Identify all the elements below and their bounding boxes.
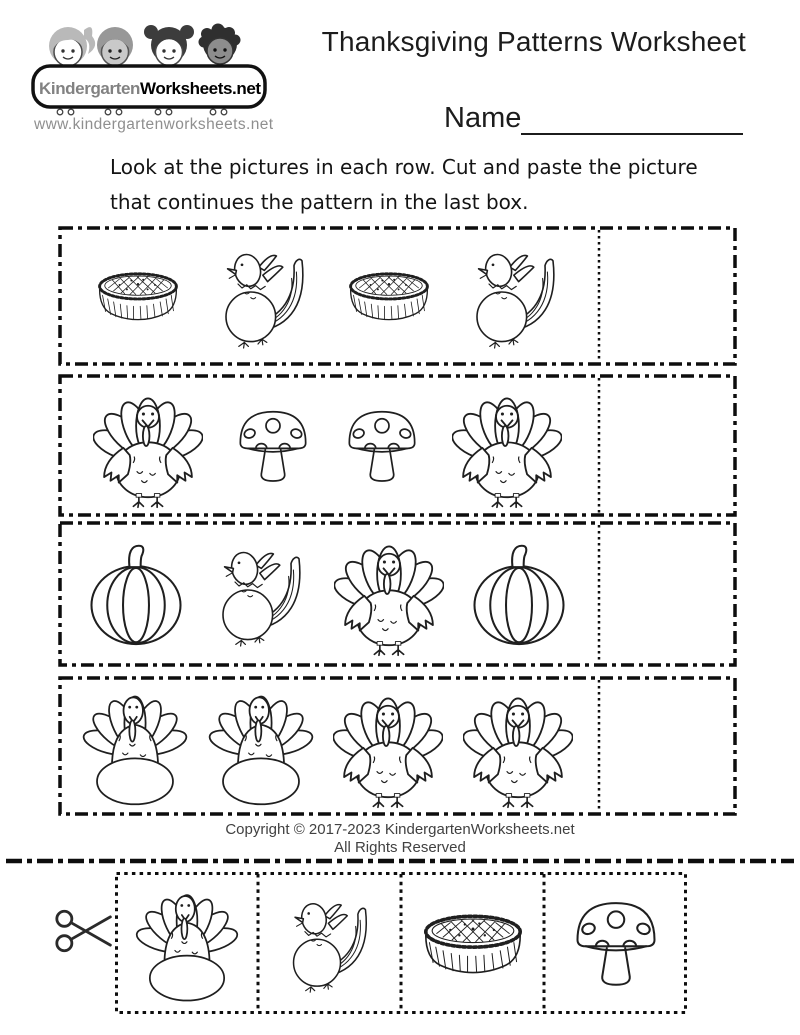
turkey-standing-image xyxy=(93,382,203,510)
row-2-pictures xyxy=(62,378,593,513)
turkey-walking-image xyxy=(214,240,314,352)
cut-separator-line xyxy=(0,854,800,868)
row-2-answer-box xyxy=(599,378,733,513)
row-1-pictures xyxy=(62,230,593,362)
instructions-line-1: Look at the pictures in each row. Cut and paste the picture xyxy=(110,155,698,179)
copyright-notice xyxy=(0,821,800,857)
turkey-standing-image xyxy=(333,682,443,810)
scissors-icon xyxy=(54,903,116,959)
turkey-walking-image xyxy=(465,240,565,352)
pie-image xyxy=(90,267,186,325)
page-title: Thanksgiving Patterns Worksheet xyxy=(321,26,746,57)
row-3-answer-box xyxy=(599,525,733,663)
row-1-answer-box xyxy=(599,230,733,362)
pattern-row-4 xyxy=(58,676,737,816)
instructions xyxy=(110,150,710,220)
pattern-row-1 xyxy=(58,226,737,366)
instructions-line-2: that continues the pattern in the last box. xyxy=(110,190,529,214)
strip-dotted-border xyxy=(115,872,687,1014)
turkey-walking-image xyxy=(211,538,311,650)
turkey-standing-image xyxy=(334,530,444,658)
mushroom-image xyxy=(343,404,421,488)
logo-text-worksheets: Worksheets.net xyxy=(140,79,261,98)
row-3-pictures xyxy=(62,525,593,663)
turkey-sitting-image xyxy=(82,684,188,808)
pumpkin-image xyxy=(85,542,187,646)
name-field xyxy=(444,102,743,135)
name-blank-line xyxy=(521,103,743,135)
website-url: www.kindergartenworksheets.net xyxy=(34,116,274,133)
turkey-standing-image xyxy=(463,682,573,810)
pumpkin-image xyxy=(468,542,570,646)
turkey-sitting-image xyxy=(208,684,314,808)
row-4-pictures xyxy=(62,680,593,812)
copyright-line: Copyright © 2017-2023 KindergartenWorksheets.net xyxy=(225,821,575,838)
logo-sign-text xyxy=(39,79,267,99)
logo-text-kindergarten: Kindergarten xyxy=(39,79,140,98)
turkey-standing-image xyxy=(452,382,562,510)
name-label: Name xyxy=(444,102,522,134)
pie-image xyxy=(341,267,437,325)
cutout-strip xyxy=(115,872,687,1014)
pattern-row-2 xyxy=(58,374,737,517)
row-4-answer-box xyxy=(599,680,733,812)
pattern-row-3 xyxy=(58,521,737,667)
rights-line: All Rights Reserved xyxy=(334,839,466,856)
mushroom-image xyxy=(234,404,312,488)
